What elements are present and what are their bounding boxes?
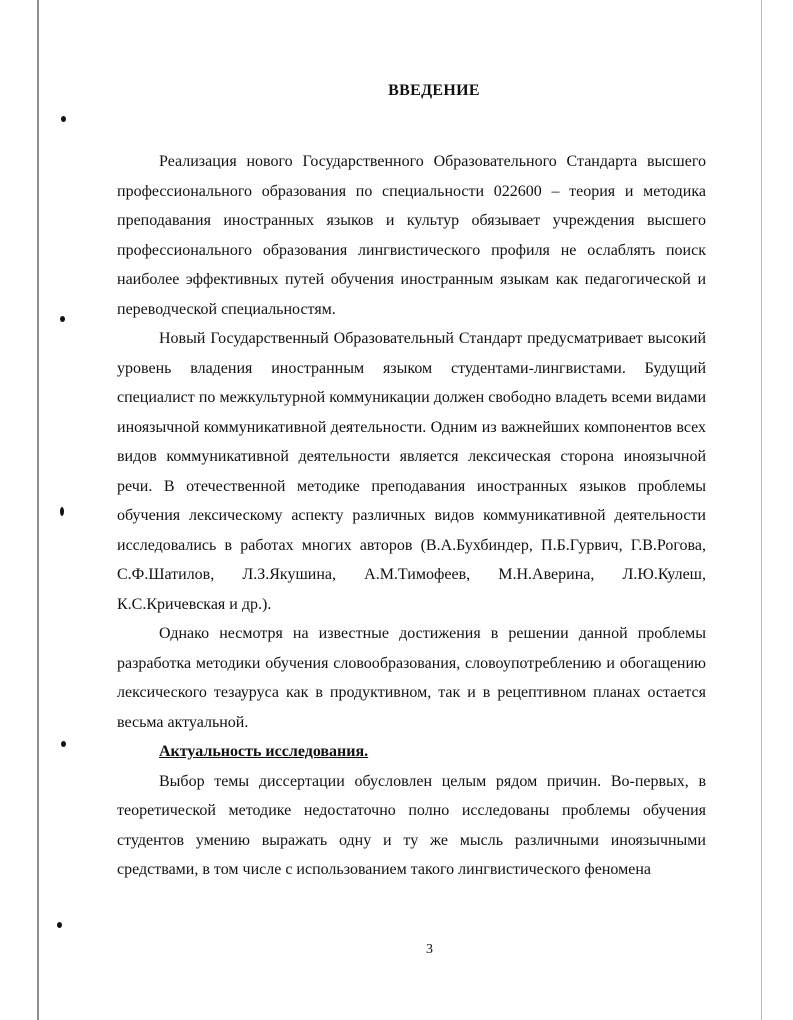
- paragraph: Реализация нового Государственного Образовательного Стандарта высшего профессионального образования по специальности 022600 – теория и методика преподавания иностранных языков и культур обязывает учреждения высшего профессионального образования лингвистического профиля не ослаблять поиск наиболее эффективных путей обучения иностранным языкам как педагогической и переводческой специальностям.: [117, 153, 706, 318]
- binding-hole-mark: [60, 507, 64, 516]
- scan-right-border: [761, 0, 762, 1020]
- binding-hole-mark: [57, 922, 62, 928]
- binding-hole-mark: [60, 316, 65, 322]
- scan-left-border: [37, 0, 39, 1020]
- body-text: [117, 147, 706, 885]
- section-subheading: Актуальность исследования.: [159, 743, 369, 760]
- paragraph: Однако несмотря на известные достижения в решении данной проблемы разработка методики обучения словообразования, словоупотреблению и обогащению лексического тезауруса как в продуктивном, так и в рецептивном планах остается весьма актуальной.: [117, 625, 706, 731]
- paragraph: Выбор темы диссертации обусловлен целым рядом причин. Во-первых, в теоретической методике недостаточно полно исследованы проблемы обучения студентов умению выражать одну и ту же мысль различными иноязычными средствами, в том числе с использованием такого лингвистического феномена: [117, 772, 706, 878]
- paragraph: Новый Государственный Образовательный Стандарт предусматривает высокий уровень владения иностранным языком студентами-лингвистами. Будущий специалист по межкультурной коммуникации должен свободно владеть всеми видами иноязычной коммуникативной деятельности. Одним из важнейших компонентов всех видов коммуникативной деятельности является лексическая сторона иноязычной речи. В отечественной методике преподавания иностранных языков проблемы обучения лексическому аспекту различных видов коммуникативной деятельности исследовались в работах многих авторов (В.А.Бухбиндер, П.Б.Гурвич, Г.В.Рогова, С.Ф.Шатилов, Л.З.Якушина, А.М.Тимофеев, М.Н.Аверина, Л.Ю.Кулеш, К.С.Кричевская и др.).: [117, 330, 706, 613]
- binding-hole-mark: [61, 116, 66, 122]
- page-title: ВВЕДЕНИЕ: [388, 82, 480, 99]
- page-number: 3: [426, 942, 433, 957]
- binding-hole-mark: [61, 741, 66, 747]
